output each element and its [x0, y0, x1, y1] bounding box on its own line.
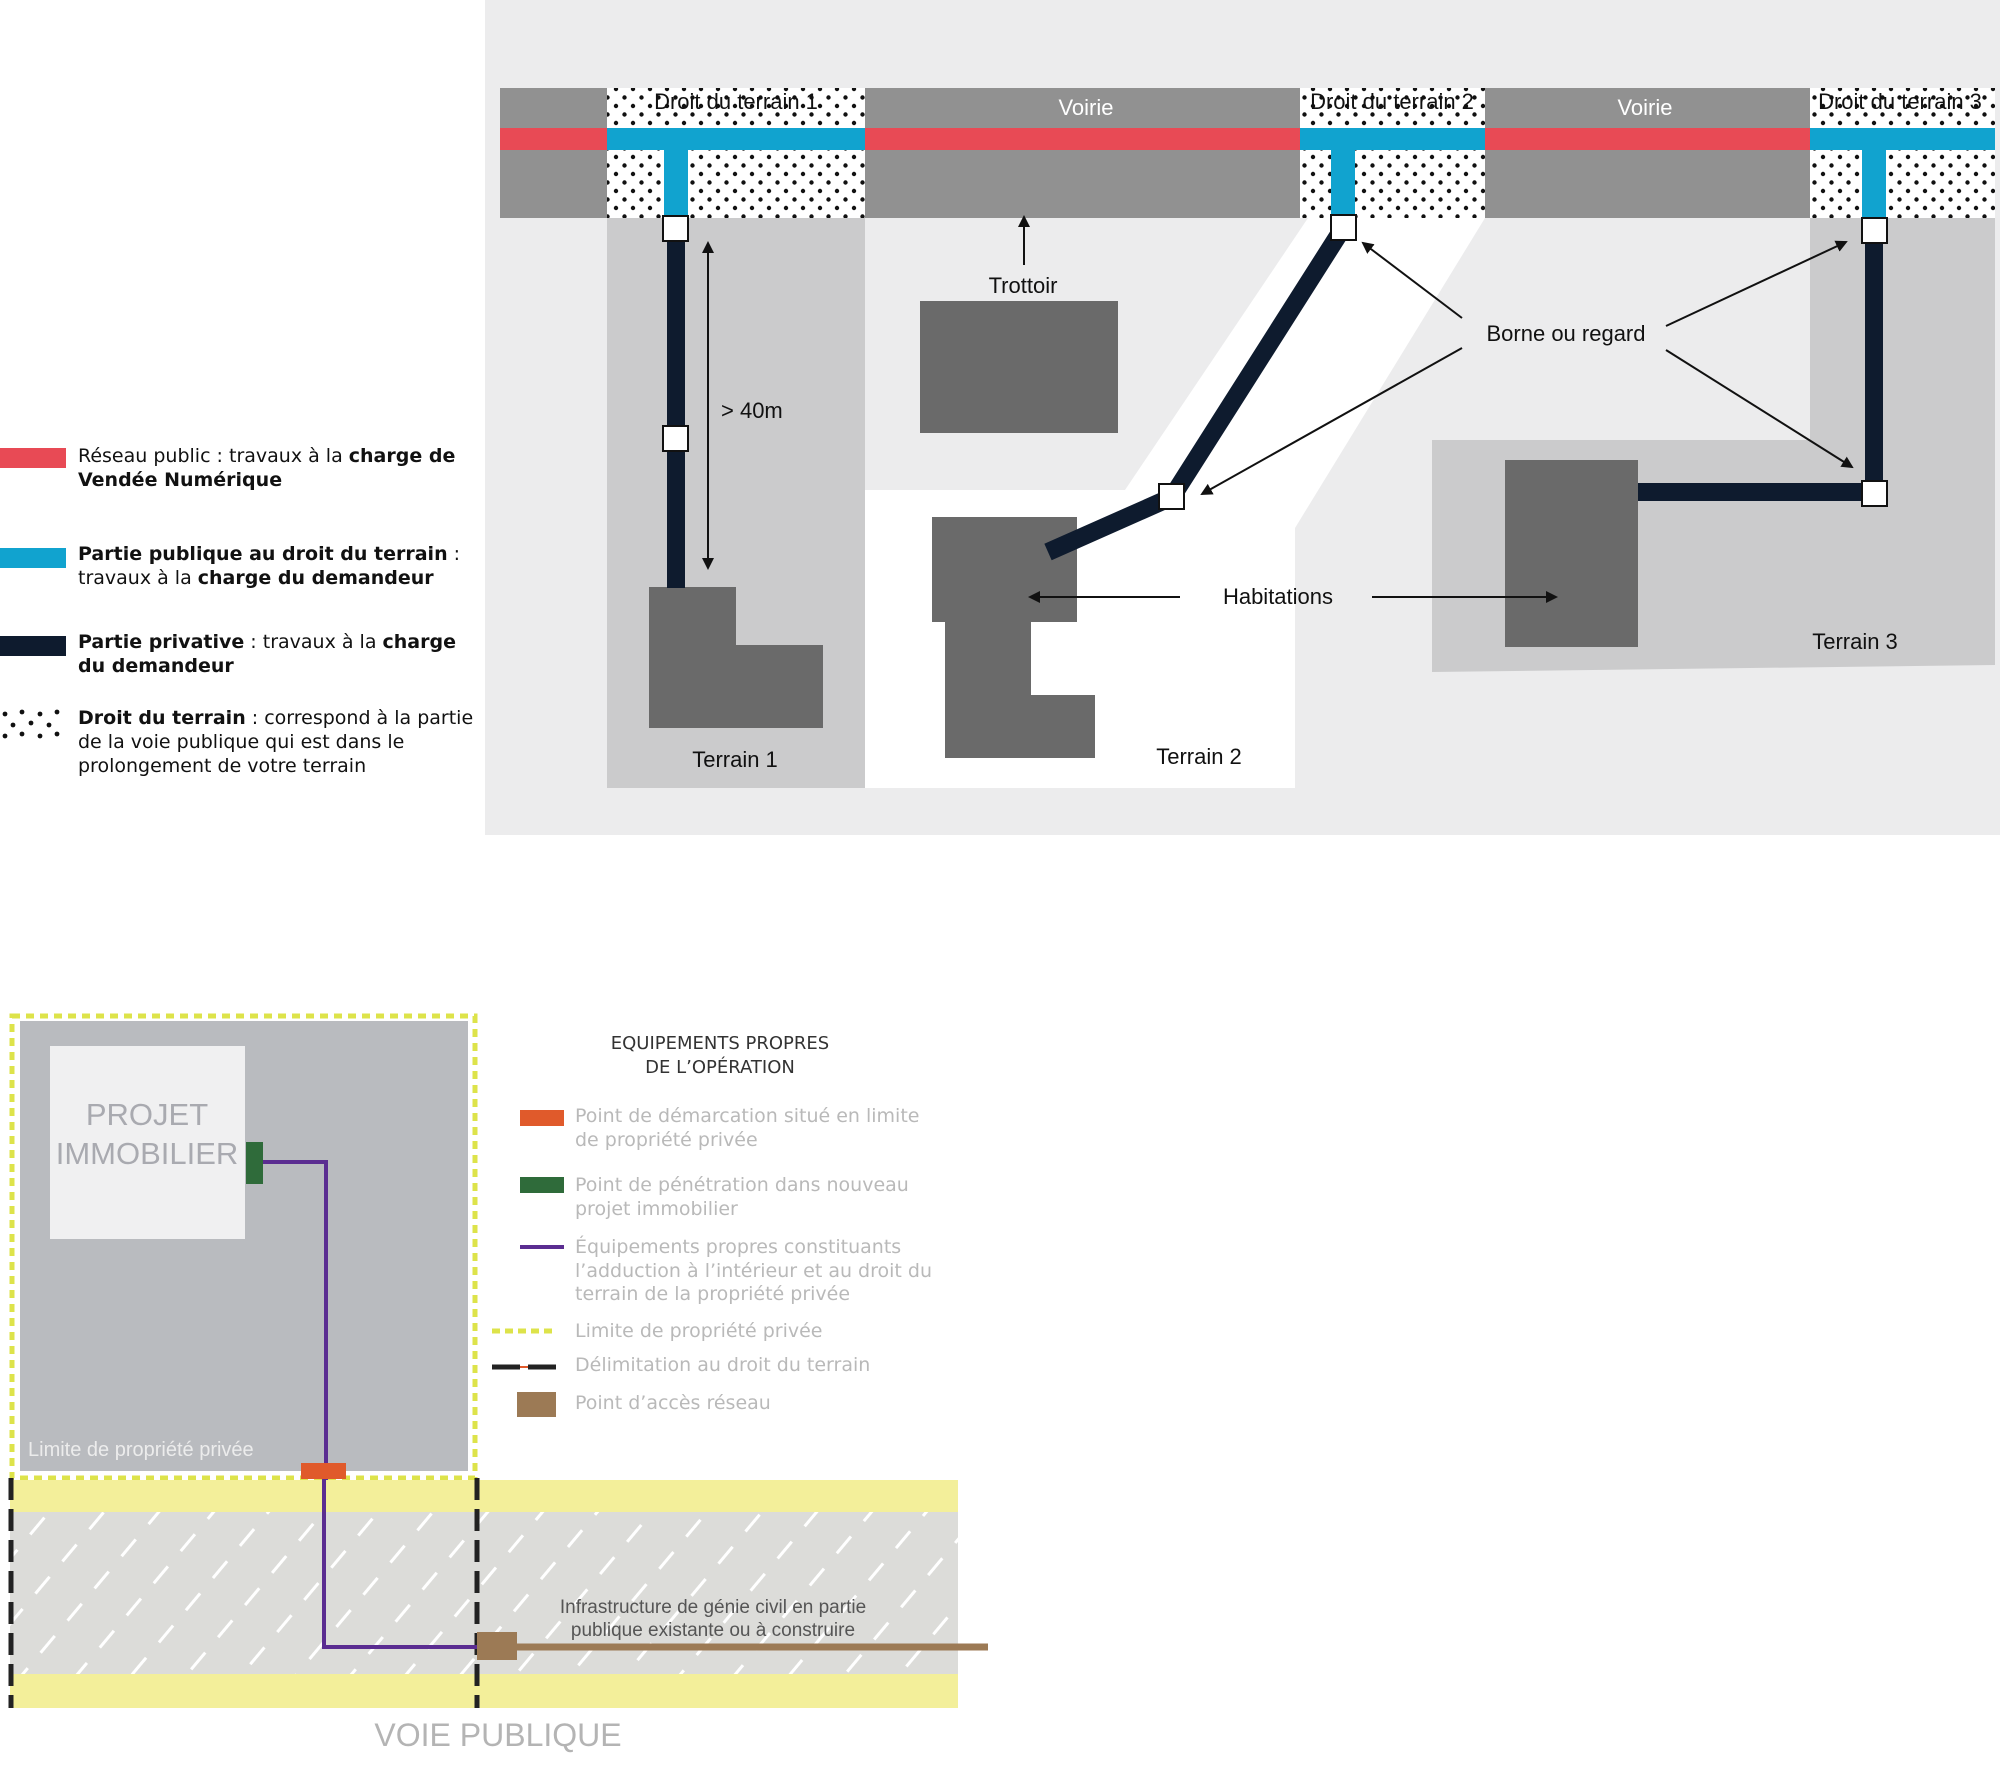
legend-partie-publique-bold-2: charge du demandeur	[197, 567, 434, 589]
infrastructure-line-1: Infrastructure de génie civil en partie	[559, 1597, 867, 1618]
legend-partie-privative-bold-2: charge	[382, 631, 456, 653]
legend-delimitation-line-1: Délimitation au droit du terrain	[575, 1354, 871, 1376]
legend-droit-swatch	[3, 710, 60, 739]
legend-limite	[575, 1320, 823, 1344]
legend-penetration	[575, 1174, 909, 1221]
borne-3a	[1862, 218, 1887, 243]
borne-1b	[663, 426, 688, 451]
voirie-label-1: Voirie	[1058, 95, 1114, 120]
road-yellow-bottom	[10, 1674, 958, 1708]
infrastructure-line-2: publique existante ou à construire	[570, 1620, 856, 1641]
legend-title-line-1: EQUIPEMENTS PROPRES	[610, 1033, 830, 1054]
legend-demarcation-line-2: de propriété privée	[575, 1128, 758, 1151]
legend-reseau-public	[78, 444, 455, 492]
legend-partie-publique-swatch	[0, 548, 66, 568]
legend-title-line-2: DE L’OPÉRATION	[645, 1057, 795, 1078]
legend-partie-privative-swatch	[0, 636, 66, 656]
droit-terrain-3-label: Droit du terrain 3	[1818, 89, 1982, 114]
legend-partie-privative-bold-1: Partie privative	[78, 631, 245, 653]
point-demarcation	[301, 1463, 346, 1479]
legend-penetration-line-2: projet immobilier	[575, 1197, 738, 1220]
reseau-public-line-3	[1485, 128, 1810, 150]
legend-demarcation-line-1: Point de démarcation situé en limite	[575, 1105, 920, 1127]
legend-demarcation	[575, 1105, 919, 1152]
legend-reseau-bold-1: charge de	[348, 445, 456, 467]
legend-partie-publique	[78, 542, 460, 590]
droit-terrain-2-label: Droit du terrain 2	[1310, 89, 1474, 114]
legend-partie-privative	[78, 630, 456, 678]
legend-partie-privative-bold-3: du demandeur	[78, 655, 234, 677]
legend-reseau-text: Réseau public : travaux à la	[78, 445, 349, 467]
legend-droit-text-3: prolongement de votre terrain	[78, 755, 367, 777]
habitations-label: Habitations	[1222, 584, 1334, 609]
legend-equipements	[575, 1236, 932, 1307]
projet-line-2: IMMOBILIER	[55, 1136, 239, 1171]
limite-propriete-label: Limite de propriété privée	[28, 1439, 254, 1461]
legend-reseau-bold-2: Vendée Numérique	[78, 469, 283, 491]
terrain-1-label: Terrain 1	[692, 747, 778, 772]
partie-publique-segment-2	[1300, 128, 1485, 150]
partie-publique-branch-1	[664, 128, 688, 216]
legend-equipements-line-1: Équipements propres constituants	[575, 1236, 902, 1258]
habitation-3	[1505, 460, 1638, 647]
borne-2a	[1331, 215, 1356, 240]
legend-equipements-line-2: l’adduction à l’intérieur et au droit du	[575, 1259, 932, 1282]
legend-penetration-line-1: Point de pénétration dans nouveau	[575, 1174, 909, 1196]
legend-reseau-swatch	[0, 448, 66, 468]
droit-terrain-1-label: Droit du terrain 1	[654, 89, 818, 114]
legend-acces-line-1: Point d’accès réseau	[575, 1392, 771, 1414]
legend-equipements-line-3: terrain de la propriété privée	[575, 1283, 851, 1305]
road-yellow-top	[10, 1480, 958, 1512]
borne-label: Borne ou regard	[1486, 321, 1646, 346]
legend-partie-publique-text-1: :	[447, 543, 461, 565]
trottoir-label: Trottoir	[988, 273, 1058, 298]
legend-droit-bold: Droit du terrain	[78, 707, 246, 729]
reseau-public-line-2	[865, 128, 1300, 150]
legend-droit-text-2: de la voie publique qui est dans le	[78, 731, 405, 753]
legend-delimitation	[575, 1354, 870, 1378]
partie-publique-segment-3	[1810, 128, 1995, 150]
voie-publique-label: VOIE PUBLIQUE	[374, 1717, 622, 1753]
voirie-label-2: Voirie	[1617, 95, 1673, 120]
partie-privative-line-1	[667, 228, 685, 588]
terrain-2-label: Terrain 2	[1156, 744, 1242, 769]
point-penetration	[246, 1142, 263, 1184]
terrain-3-label: Terrain 3	[1812, 629, 1898, 654]
legend-partie-privative-text: : travaux à la	[244, 631, 383, 653]
legend-title	[560, 1032, 880, 1080]
borne-1a	[663, 216, 688, 241]
trottoir-building	[920, 301, 1118, 433]
borne-3b	[1862, 481, 1887, 506]
projet-line-1: PROJET	[85, 1097, 209, 1132]
legend-partie-publique-text-2: travaux à la	[78, 567, 198, 589]
legend-equipements-swatch	[520, 1245, 564, 1249]
legend-acces	[575, 1392, 771, 1416]
borne-2b	[1159, 484, 1184, 509]
legend-limite-line-1: Limite de propriété privée	[575, 1320, 823, 1342]
legend-partie-publique-bold-1: Partie publique au droit du terrain	[78, 543, 448, 565]
voirie-band-left	[500, 88, 607, 218]
legend-droit-terrain	[78, 706, 473, 778]
partie-publique-branch-3	[1862, 128, 1886, 220]
legend-droit-text-1: : correspond à la partie	[245, 707, 474, 729]
legend-demarcation-swatch	[520, 1110, 564, 1126]
reseau-public-line-1	[500, 128, 607, 150]
legend-acces-swatch	[517, 1392, 556, 1417]
distance-label: > 40m	[721, 398, 783, 423]
point-acces-reseau	[477, 1632, 517, 1660]
partie-publique-branch-2	[1331, 128, 1355, 218]
partie-publique-segment-1	[607, 128, 865, 150]
legend-penetration-swatch	[520, 1177, 564, 1193]
